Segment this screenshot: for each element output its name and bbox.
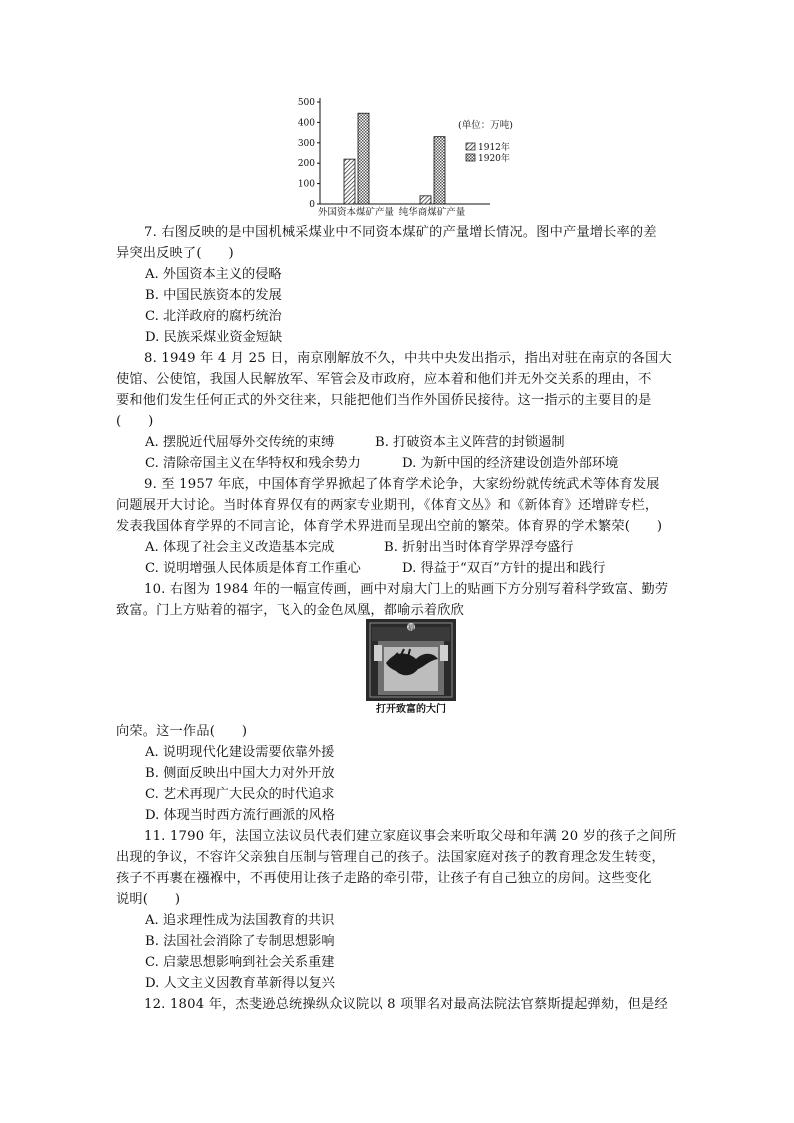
y-tick-label: 200 bbox=[297, 159, 315, 170]
bar-chart-svg bbox=[290, 92, 530, 222]
poster-caption: 打开致富的大门 bbox=[376, 704, 446, 715]
q9-stem-line1: 9. 至 1957 年底，中国体育学界掀起了体育学术论争，大家纷纷就传统武术等体育发展 bbox=[144, 477, 660, 492]
q7-stem-line2: 异突出反映了( ) bbox=[116, 246, 234, 261]
q11-stem-line3: 孩子不再裹在襁褓中，不再使用让孩子走路的牵引带，让孩子有自己独立的房间。这些变化 bbox=[116, 871, 652, 886]
q11-option-c[interactable]: C. 启蒙思想影响到社会关系重建 bbox=[145, 955, 335, 970]
q11-stem-line4: 说明( ) bbox=[116, 892, 181, 907]
legend-label-0: 1912年 bbox=[478, 143, 510, 153]
bar-1912-0 bbox=[344, 159, 355, 204]
poster-fu-char: 福 bbox=[407, 624, 415, 632]
q9-option-c[interactable]: C. 说明增强人民体质是体育工作重心 bbox=[145, 561, 361, 576]
x-category-label: 纯华商煤矿产量 bbox=[398, 207, 466, 218]
bar-1920-1 bbox=[434, 137, 445, 204]
bar-1912-1 bbox=[420, 196, 431, 204]
y-tick-label: 300 bbox=[297, 138, 315, 149]
q9-stem-line2: 问题展开大讨论。当时体育界仅有的两家专业期刊，《体育文丛》和《新体育》还增辟专栏， bbox=[116, 498, 659, 513]
coal-output-chart bbox=[290, 92, 530, 222]
q7-option-a[interactable]: A. 外国资本主义的侵略 bbox=[145, 267, 282, 282]
bar-1920-0 bbox=[358, 113, 369, 204]
q8-option-c[interactable]: C. 清除帝国主义在华特权和残余势力 bbox=[145, 456, 361, 471]
q7-stem-line1: 7. 右图反映的是中国机械采煤业中不同资本煤矿的产量增长情况。图中产量增长率的差 bbox=[144, 225, 657, 240]
y-tick-label: 500 bbox=[297, 98, 315, 108]
legend-label-1: 1920年 bbox=[478, 154, 510, 164]
q10-option-c[interactable]: C. 艺术再现广大民众的时代追求 bbox=[145, 787, 335, 802]
q11-stem-line2: 出现的争议，不容许父亲独自压制与管理自己的孩子。法国家庭对孩子的教育理念发生转变， bbox=[116, 850, 665, 865]
q8-stem-line3: 要和他们发生任何正式的外交往来，只能把他们当作外国侨民接待。这一指示的主要目的是 bbox=[116, 393, 652, 408]
y-tick-label: 400 bbox=[297, 118, 315, 129]
q9-option-b[interactable]: B. 折射出当时体育学界浮夸盛行 bbox=[384, 540, 574, 555]
q11-stem-line1: 11. 1790 年，法国立法议员代表们建立家庭议事会来听取父母和年满 20 岁的孩子之间所 bbox=[144, 829, 677, 844]
q7-option-d[interactable]: D. 民族采煤业资金短缺 bbox=[145, 330, 283, 345]
q11-option-b[interactable]: B. 法国社会消除了专制思想影响 bbox=[145, 934, 335, 949]
q8-option-d[interactable]: D. 为新中国的经济建设创造外部环境 bbox=[402, 456, 619, 471]
q10-stem-line1: 10. 右图为 1984 年的一幅宣传画，画中对扇大门上的贴画下方分别写着科学致富、勤劳 bbox=[144, 582, 669, 597]
q10-stem-line2: 致富。门上方贴着的福字，飞入的金色凤凰，都喻示着欣欣 bbox=[116, 603, 465, 618]
q11-option-a[interactable]: A. 追求理性成为法国教育的共识 bbox=[145, 913, 335, 928]
q7-option-c[interactable]: C. 北洋政府的腐朽统治 bbox=[145, 309, 282, 324]
q8-stem-line4: ( ) bbox=[116, 414, 154, 429]
q10-stem-line3: 向荣。这一作品( ) bbox=[116, 724, 248, 739]
x-category-label: 外国资本煤矿产量 bbox=[317, 207, 395, 218]
q8-option-a[interactable]: A. 摆脱近代屈辱外交传统的束缚 bbox=[145, 435, 335, 450]
q10-option-d[interactable]: D. 体现当时西方流行画派的风格 bbox=[145, 808, 335, 823]
q9-stem-line3: 发表我国体育学界的不同言论，体育学术界进而呈现出空前的繁荣。体育界的学术繁荣( ) bbox=[116, 519, 663, 534]
q10-option-a[interactable]: A. 说明现代化建设需要依靠外援 bbox=[145, 745, 335, 760]
q9-option-a[interactable]: A. 体现了社会主义改造基本完成 bbox=[145, 540, 335, 555]
poster-picture bbox=[366, 619, 456, 701]
q10-option-b[interactable]: B. 侧面反映出中国大力对外开放 bbox=[145, 766, 335, 781]
q8-option-b[interactable]: B. 打破资本主义阵营的封锁遏制 bbox=[375, 435, 565, 450]
y-tick-label: 100 bbox=[297, 179, 315, 190]
legend-swatch-1 bbox=[466, 154, 475, 161]
q8-stem-line2: 使馆、公使馆，我国人民解放军、军管会及市政府，应本着和他们并无外交关系的理由，不 bbox=[116, 372, 652, 387]
q9-option-d[interactable]: D. 得益于“双百”方针的提出和践行 bbox=[402, 561, 606, 576]
q7-option-b[interactable]: B. 中国民族资本的发展 bbox=[145, 288, 282, 303]
q11-option-d[interactable]: D. 人文主义因教育革新得以复兴 bbox=[145, 976, 335, 991]
y-tick-label: 0 bbox=[309, 200, 315, 210]
q12-stem-line1: 12. 1804 年，杰斐逊总统操纵众议院以 8 项罪名对最高法院法官蔡斯提起弹劾，但是经 bbox=[144, 997, 668, 1012]
unit-label: (单位：万吨) bbox=[458, 120, 513, 131]
q8-stem-line1: 8. 1949 年 4 月 25 日，南京刚解放不久，中共中央发出指示，指出对驻在南京的各国大 bbox=[144, 351, 672, 366]
legend-swatch-0 bbox=[466, 143, 475, 150]
